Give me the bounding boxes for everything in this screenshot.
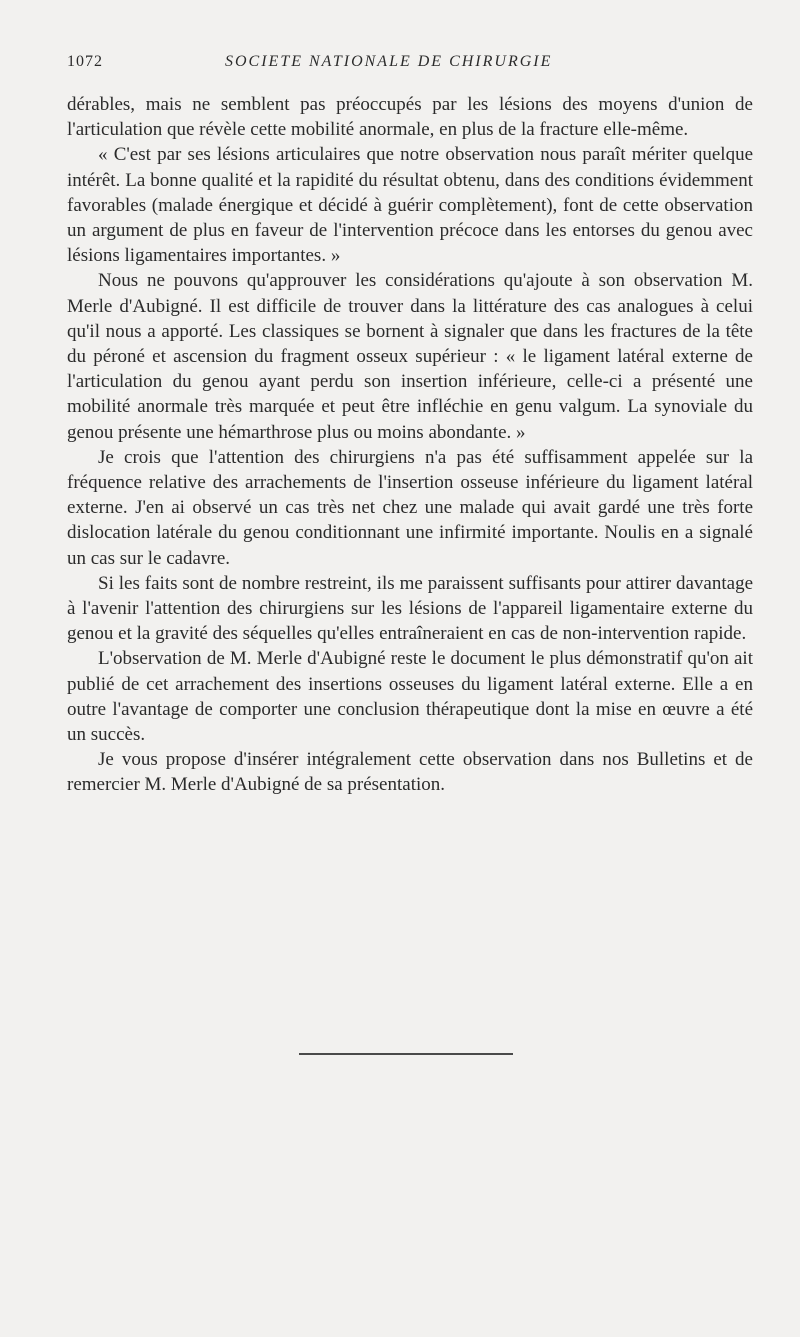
paragraph-demonstrative-document: L'observation de M. Merle d'Aubigné reste le document le plus démonstratif qu'on ait publié de cet arrachement des insertions osseuses du ligament latéral externe. Elle a en outre l'avantage de comporter une conclusion thérapeutique dont la mise en œuvre a été un succès. bbox=[67, 648, 753, 746]
paragraph-conclusion: Je vous propose d'insérer intégralement cette observation dans nos Bulletins et de remercier M. Merle d'Aubigné de sa présentation. bbox=[67, 749, 753, 796]
paragraph-continuation: dérables, mais ne semblent pas préoccupés par les lésions des moyens d'union de l'articulation que révèle cette mobilité anormale, en plus de la fracture elle-même. bbox=[67, 94, 753, 141]
running-title: SOCIETE NATIONALE DE CHIRURGIE bbox=[225, 53, 553, 70]
paragraph-considerations: Nous ne pouvons qu'approuver les considérations qu'ajoute à son observation M. Merle d'Aubigné. Il est difficile de trouver dans la littérature des cas analogues à celui qu'il nous a apporté. Les classiques se bornent à signaler que dans les fractures de la tête du péroné et ascension du fragment osseux supérieur : « le ligament latéral externe de l'articulation du genou ayant perdu son insertion inférieure, celle-ci a présenté une mobilité anormale très marquée et peut être infléchie en genu valgum. La synoviale du genou présente une hémarthrose plus ou moins abondante. » bbox=[67, 270, 753, 443]
section-divider bbox=[299, 1053, 513, 1055]
page-number: 1072 bbox=[67, 53, 103, 70]
paragraph-limited-facts: Si les faits sont de nombre restreint, ils me paraissent suffisants pour attirer davantage à l'avenir l'attention des chirurgiens sur les lésions de l'appareil ligamentaire externe du genou et la gravité des séquelles qu'elles entraîneraient en cas de non-intervention rapide. bbox=[67, 572, 753, 645]
paragraph-quoted-observation: « C'est par ses lésions articulaires que notre observation nous paraît mériter quelque intérêt. La bonne qualité et la rapidité du résultat obtenu, dans des conditions évidemment favorables (malade énergique et décidé à guérir complètement), font de cette observation un argument de plus en faveur de l'intervention précoce dans les entorses du genou avec lésions ligamentaires importantes. » bbox=[67, 144, 753, 267]
body-text bbox=[67, 92, 753, 798]
paragraph-frequency: Je crois que l'attention des chirurgiens n'a pas été suffisamment appelée sur la fréquence relative des arrachements de l'insertion osseuse inférieure du ligament latéral externe. J'en ai observé un cas très net chez une malade qui avait gardé une très forte dislocation latérale du genou conditionnant une infirmité importante. Noulis en a signalé un cas sur le cadavre. bbox=[67, 446, 753, 569]
page-header bbox=[67, 53, 757, 77]
